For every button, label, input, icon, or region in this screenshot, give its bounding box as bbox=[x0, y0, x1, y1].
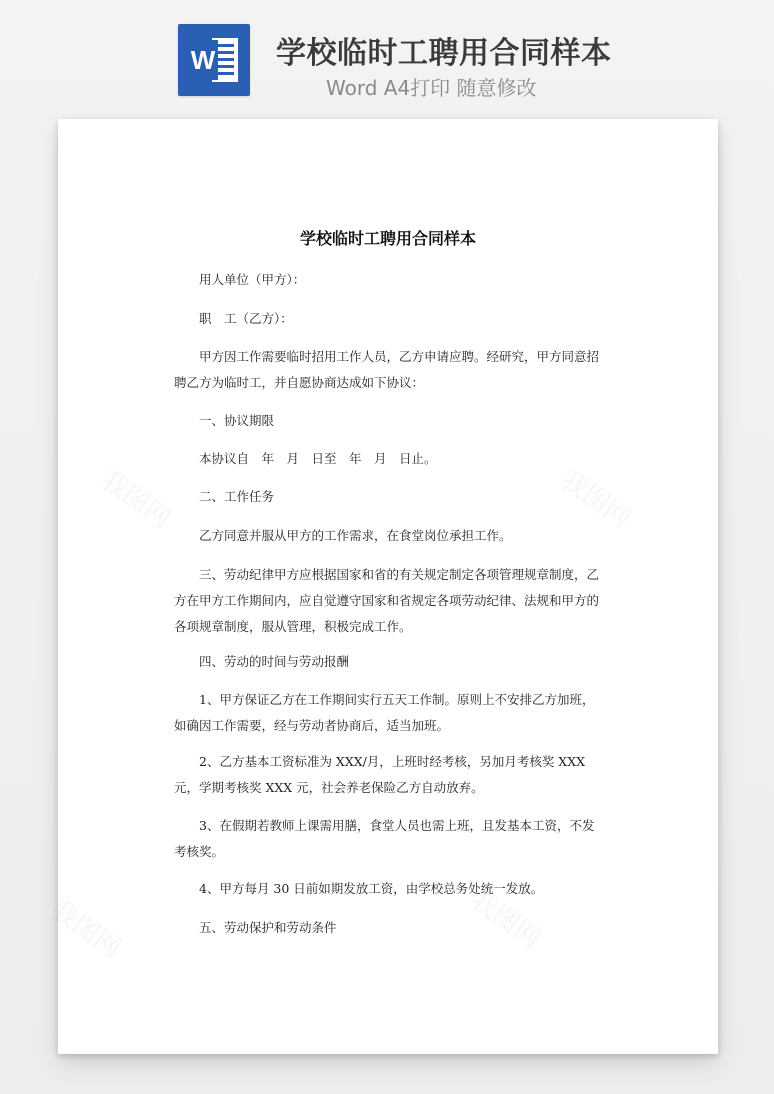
document-page bbox=[45, 119, 718, 1054]
document-title: 学校临时工聘用合同样本 bbox=[299, 229, 476, 248]
watermark: 我图网 bbox=[555, 464, 637, 535]
word-logo-letter: W bbox=[190, 45, 216, 75]
paragraph-tasks: 乙方同意并服从甲方的工作需求，在食堂岗位承担工作。 bbox=[199, 528, 512, 543]
paragraph-term: 本协议自 年 月 日至 年 月 日止。 bbox=[199, 451, 437, 466]
section-heading-protection: 五、劳动保护和劳动条件 bbox=[199, 920, 337, 935]
banner-subtitle: Word A4打印 随意修改 bbox=[326, 76, 537, 100]
watermark: 我图网 bbox=[95, 464, 177, 535]
section-heading-hours-pay: 四、劳动的时间与劳动报酬 bbox=[199, 654, 350, 669]
section-heading-term: 一、协议期限 bbox=[199, 413, 275, 428]
paragraph-employee: 职 工（乙方）： bbox=[199, 311, 293, 326]
word-app-icon bbox=[178, 24, 250, 96]
paragraph-discipline: 三、劳动纪律甲方应根据国家和省的有关规定制定各项管理规章制度，乙方在甲方工作期间内，应自觉遵守国家和省规定各项劳动纪律、法规和甲方的各项规章制度，服从管理，积极完成工作。 bbox=[174, 567, 600, 634]
paragraph-item-4: 4、甲方每月 30 日前如期发放工资，由学校总务处统一发放。 bbox=[199, 881, 544, 896]
watermark: 我图网 bbox=[465, 884, 547, 955]
watermark: 我图网 bbox=[45, 894, 127, 965]
paragraph-item-3: 3、在假期若教师上课需用膳，食堂人员也需上班，且发基本工资，不发考核奖。 bbox=[174, 818, 595, 859]
paragraph-intro: 甲方因工作需要临时招用工作人员，乙方申请应聘。经研究，甲方同意招聘乙方为临时工，并自愿协商达成如下协议： bbox=[174, 349, 600, 390]
banner-title: 学校临时工聘用合同样本 bbox=[276, 36, 612, 71]
paragraph-item-1: 1、甲方保证乙方在工作期间实行五天工作制。原则上不安排乙方加班，如确因工作需要，经与劳动者协商后，适当加班。 bbox=[174, 692, 595, 733]
paragraph-item-2: 2、乙方基本工资标准为 XXX/月，上班时经考核，另加月考核奖 XXX 元，学期考核奖 XXX 元，社会养老保险乙方自动放弃。 bbox=[174, 754, 586, 795]
paragraph-employer: 用人单位（甲方）： bbox=[199, 272, 306, 287]
section-heading-tasks: 二、工作任务 bbox=[199, 489, 275, 504]
